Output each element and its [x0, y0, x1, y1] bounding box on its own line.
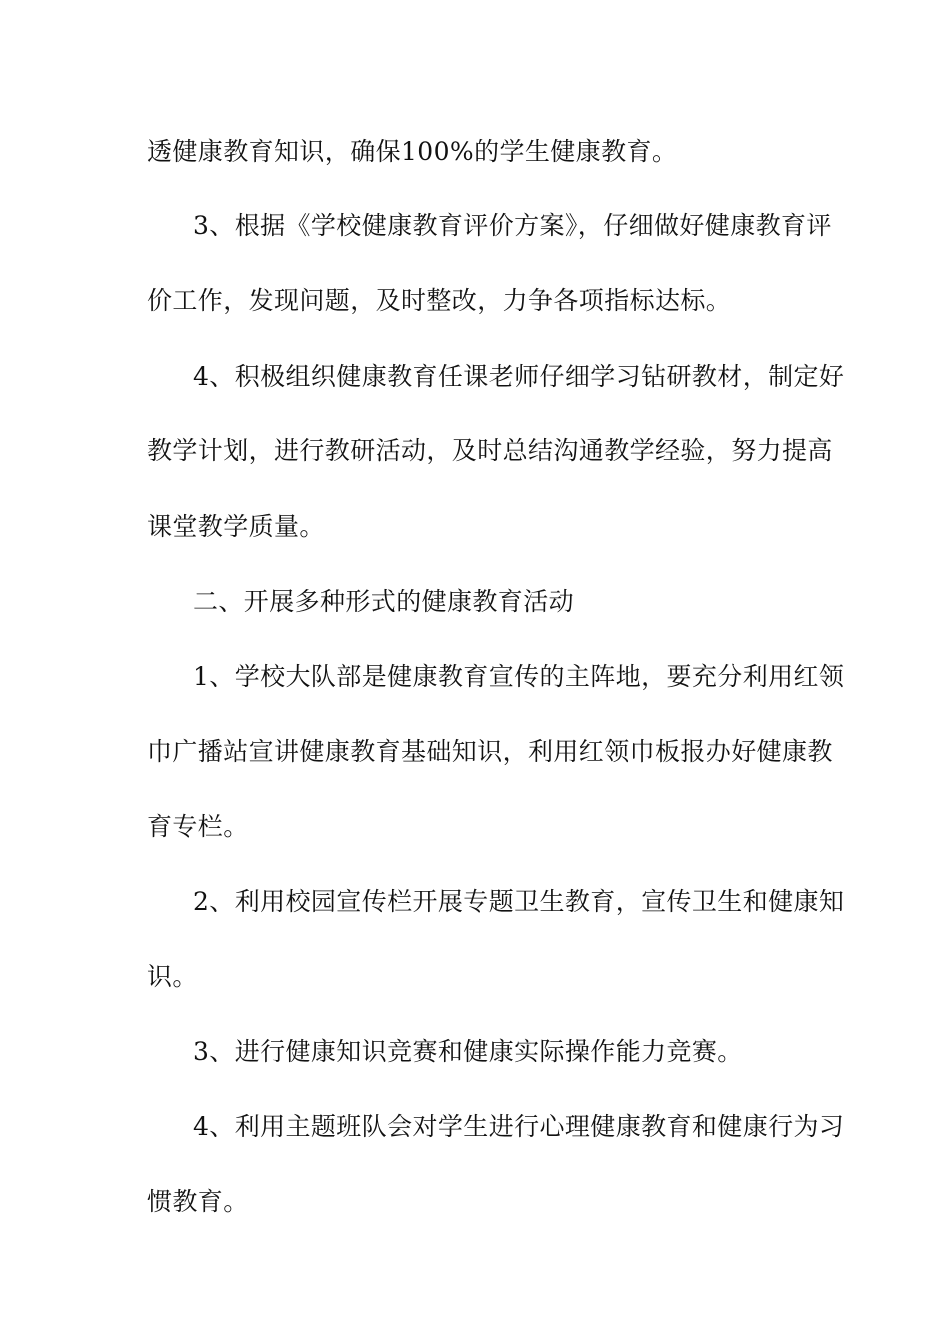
section-heading: 二、开展多种形式的健康教育活动	[193, 587, 575, 616]
text-line: 价工作，发现问题，及时整改，力争各项指标达标。	[147, 286, 732, 315]
paragraph-line: 4、积极组织健康教育任课老师仔细学习钻研教材，制定好	[193, 362, 845, 391]
text-line: 教学计划，进行教研活动，及时总结沟通教学经验，努力提高	[147, 436, 833, 465]
text-line: 巾广播站宣讲健康教育基础知识，利用红领巾板报办好健康教	[147, 737, 833, 766]
paragraph-line: 4、利用主题班队会对学生进行心理健康教育和健康行为习	[193, 1112, 845, 1141]
text-line: 透健康教育知识，确保100%的学生健康教育。	[147, 137, 678, 166]
text-line: 育专栏。	[147, 812, 249, 841]
text-line: 识。	[147, 962, 198, 991]
paragraph-line: 3、根据《学校健康教育评价方案》，仔细做好健康教育评	[193, 211, 832, 240]
text-line: 惯教育。	[147, 1187, 249, 1216]
paragraph-line: 1、学校大队部是健康教育宣传的主阵地，要充分利用红领	[193, 662, 845, 691]
text-line: 课堂教学质量。	[147, 512, 325, 541]
paragraph-line: 2、利用校园宣传栏开展专题卫生教育，宣传卫生和健康知	[193, 887, 845, 916]
paragraph-line: 3、进行健康知识竞赛和健康实际操作能力竞赛。	[193, 1037, 743, 1066]
